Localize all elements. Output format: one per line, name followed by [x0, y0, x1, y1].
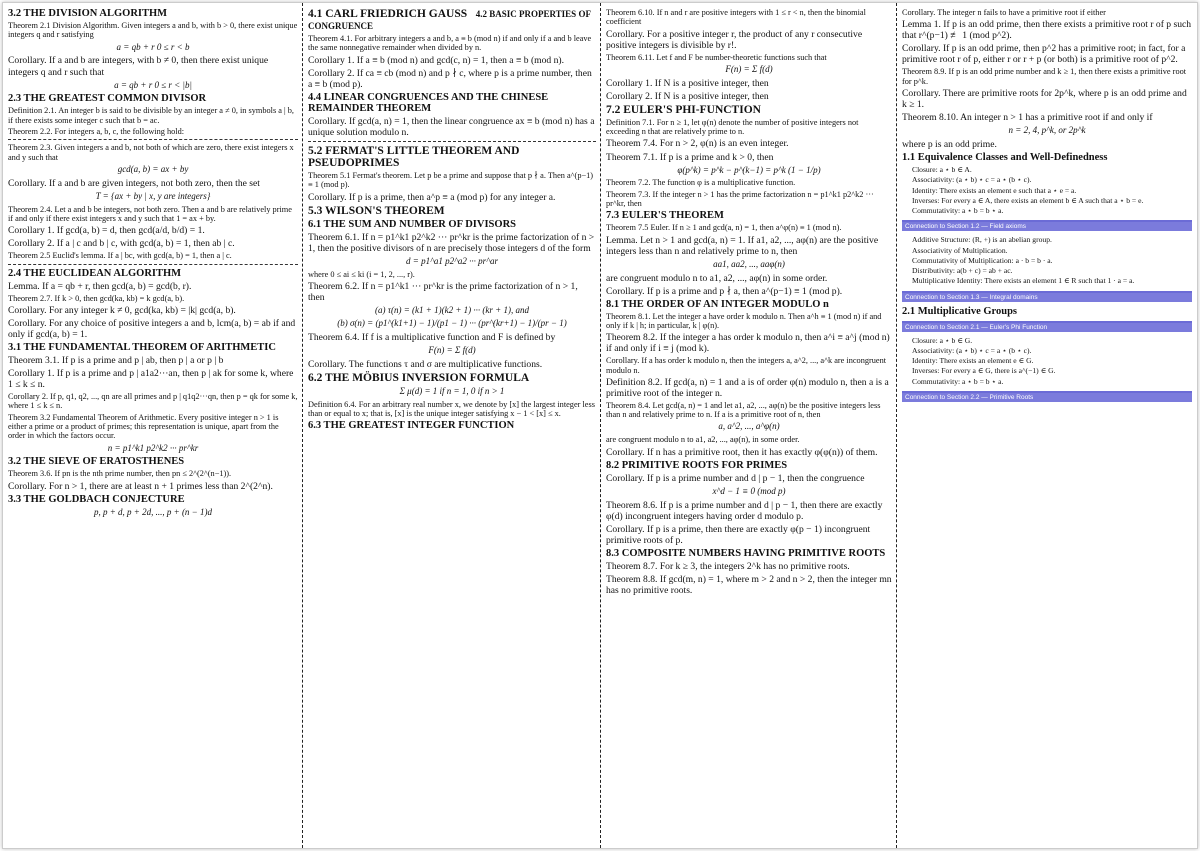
theorem: Theorem 8.7. For k ≥ 3, the integers 2^k has no primitive roots. — [606, 560, 850, 572]
ring-axiom-list — [912, 235, 1192, 286]
theorem: Theorem 8.1. Let the integer a have order k modulo n. Then a^h ≡ 1 (mod n) if and only if k | h; in particular, k | φ(n). — [606, 311, 882, 330]
list-item: Multiplicative Identity: There exists an element 1 ∈ R such that 1 · a = a. — [912, 276, 1135, 286]
corollary: Corollary. If p is a prime, then a^p ≡ a (mod p) for any integer a. — [308, 191, 556, 203]
corollary: Corollary. For n > 1, there are at least n + 1 primes less than 2^(2^n). — [8, 480, 273, 492]
equation: (a) τ(n) = (k1 + 1)(k2 + 1) ··· (kr + 1), and — [375, 304, 529, 315]
corollary: Corollary. For any integer k ≠ 0, gcd(ka, kb) = |k| gcd(a, b). — [8, 304, 236, 316]
section-heading: 3.3 THE GOLDBACH CONJECTURE — [8, 493, 185, 505]
cheat-sheet-page — [2, 2, 1198, 849]
section-heading: 5.2 FERMAT'S LITTLE THEOREM AND PSEUDOPRIMES — [308, 144, 520, 169]
section-heading: 3.2 THE SIEVE OF ERATOSTHENES — [8, 456, 185, 468]
theorem: Theorem 7.1. If p is a prime and k > 0, then — [606, 151, 774, 163]
section-heading: 8.3 COMPOSITE NUMBERS HAVING PRIMITIVE ROOTS — [606, 547, 886, 559]
list-item: Identity: There exists an element e such that a ⋆ e = a. — [912, 185, 1077, 195]
theorem: Theorem 8.8. If gcd(m, n) = 1, where m > 2 and n > 2, then the integer mn has no primitive roots. — [606, 573, 892, 596]
text: are congruent modulo n to a1, a2, ..., aφ(n) in some order. — [606, 272, 828, 284]
section-heading: 2.3 THE GREATEST COMMON DIVISOR — [8, 93, 207, 105]
text: where p is an odd prime. — [902, 138, 997, 150]
callout-header: Connection to Section 2.2 — Primitive Roots — [902, 393, 1192, 402]
section-heading: 3.1 THE FUNDAMENTAL THEOREM OF ARITHMETIC — [8, 341, 276, 353]
equation: n = p1^k1 p2^k2 ··· pr^kr — [107, 442, 199, 453]
corollary: Corollary. If gcd(a, n) = 1, then the linear congruence ax ≡ b (mod n) has a unique solution modulo n. — [308, 115, 595, 138]
theorem: Theorem 7.3. If the integer n > 1 has the prime factorization n = p1^k1 p2^k2 ··· pr^kr, then — [606, 189, 874, 208]
theorem: Theorem 8.6. If p is a prime number and d | p − 1, then there are exactly φ(d) incongruent integers having order d modulo p. — [606, 499, 883, 522]
callout-box — [902, 291, 1192, 302]
corollary: Corollary 1. If gcd(a, b) = d, then gcd(a/d, b/d) = 1. — [8, 225, 205, 237]
corollary: Corollary. There are primitive roots for 2p^k, where p is an odd prime and k ≥ 1. — [902, 87, 1187, 110]
section-heading: 3.2 THE DIVISION ALGORITHM — [8, 8, 168, 19]
theorem: Theorem 2.3. Given integers a and b, not both of which are zero, there exist integers x and y such that — [8, 143, 294, 162]
theorem: Theorem 6.11. Let f and F be number-theoretic functions such that — [606, 52, 827, 62]
list-item: Associativity: (a ⋆ b) ⋆ c = a ⋆ (b ⋆ c). — [912, 175, 1032, 185]
definition: Definition 8.2. If gcd(a, n) = 1 and a is of order φ(n) modulo n, then a is a primitive root of the integer n. — [606, 376, 889, 399]
list-item: Distributivity: a(b + c) = ab + ac. — [912, 266, 1013, 275]
section-heading: 1.1 Equivalence Classes and Well-Definedness — [902, 151, 1108, 163]
equation: Σ μ(d) = 1 if n = 1, 0 if n > 1 — [399, 385, 505, 396]
corollary: Corollary 2. If N is a positive integer, then — [606, 90, 769, 102]
theorem: Theorem 3.1. If p is a prime and p | ab, then p | a or p | b — [8, 355, 224, 366]
section-heading: 8.1 THE ORDER OF AN INTEGER MODULO n — [606, 298, 829, 310]
corollary: Corollary 2. If ca ≡ cb (mod n) and p ∤ c, where p is a prime number, then a ≡ b (mod p). — [308, 67, 592, 90]
theorem: Theorem 6.1. If n = p1^k1 p2^k2 ··· pr^kr is the prime factorization of n > 1, then the positive divisors of n are precisely those integers d of the form — [308, 231, 595, 254]
group-axiom-list — [912, 165, 1192, 216]
theorem: Theorem 2.1 Division Algorithm. Given integers a and b, with b > 0, there exist unique integers q and r satisfying — [8, 21, 298, 40]
definition: Definition 6.4. For an arbitrary real number x, we denote by [x] the largest integer less than or equal to x; that is, [x] is the unique integer satisfying x − 1 < [x] ≤ x. — [308, 399, 595, 418]
section-title: 4.1 CARL FRIEDRICH GAUSS — [308, 8, 468, 20]
corollary: Corollary. If p is an odd prime, then p^2 has a primitive root; in fact, for a primitive root r of p, either r or r + p (or both) is a primitive root of p^2. — [902, 43, 1186, 66]
column-2 — [303, 3, 601, 848]
list-item: Additive Structure: (R, +) is an abelian group. — [912, 235, 1052, 245]
section-heading: 6.1 THE SUM AND NUMBER OF DIVISORS — [308, 218, 516, 230]
theorem: Theorem 4.1. For arbitrary integers a and b, a ≡ b (mod n) if and only if a and b leave the same nonnegative remainder when divided by n. — [308, 34, 592, 53]
section-heading: 2.4 THE EUCLIDEAN ALGORITHM — [8, 267, 182, 279]
equation: a = qb + r 0 ≤ r < b — [116, 41, 190, 52]
theorem: Theorem 2.2. For integers a, b, c, the following hold: — [8, 127, 185, 136]
corollary: Corollary 1. If a ≡ b (mod n) and gcd(c, n) = 1, then a ≡ b (mod n). — [308, 54, 565, 66]
corollary: Corollary. If a and b are integers, with b ≠ 0, then there exist unique integers q and r such that — [8, 55, 269, 78]
list-item: Inverses: For every a ∈ A, there exists an element b ∈ A such that a ⋆ b = e. — [912, 195, 1144, 205]
callout-box — [902, 220, 1192, 231]
theorem: Theorem 2.7. If k > 0, then gcd(ka, kb) = k gcd(a, b). — [8, 293, 185, 303]
theorem: Theorem 7.5 Euler. If n ≥ 1 and gcd(a, n) = 1, then a^φ(n) ≡ 1 (mod n). — [606, 223, 842, 233]
corollary: Corollary 2. If a | c and b | c, with gcd(a, b) = 1, then ab | c. — [8, 238, 235, 250]
corollary: Corollary. If a has order k modulo n, then the integers a, a^2, ..., a^k are incongruent modulo n. — [606, 356, 887, 375]
section-heading: 8.2 PRIMITIVE ROOTS FOR PRIMES — [606, 459, 788, 471]
equation: p, p + d, p + 2d, ..., p + (n − 1)d — [93, 506, 213, 517]
multiplicative-group-list — [912, 336, 1192, 387]
definition: Definition 7.1. For n ≥ 1, let φ(n) denote the number of positive integers not exceeding n that are relatively prime to n. — [606, 117, 859, 137]
theorem: Theorem 8.4. Let gcd(a, n) = 1 and let a1, a2, ..., aφ(n) be the positive integers less than n and relatively prime to n. If a is a primitive root of n, then — [606, 400, 881, 420]
section-heading: 6.3 THE GREATEST INTEGER FUNCTION — [308, 420, 515, 432]
theorem: Theorem 6.10. If n and r are positive integers with 1 ≤ r < n, then the binomial coefficient — [606, 8, 866, 27]
callout-header: Connection to Section 2.1 — Euler's Phi Function — [902, 323, 1192, 332]
column-4 — [897, 3, 1197, 848]
section-heading: 5.3 WILSON'S THEOREM — [308, 204, 445, 217]
corollary: Corollary. For a positive integer r, the product of any r consecutive positive integers is divisible by r!. — [606, 28, 863, 51]
callout-box — [902, 391, 1192, 402]
corollary: Corollary. For any choice of positive integers a and b, lcm(a, b) = ab if and only if gcd(a, b) = 1. — [8, 317, 296, 340]
section-heading: 7.2 EULER'S PHI-FUNCTION — [606, 103, 761, 116]
theorem: Theorem 6.4. If f is a multiplicative function and F is defined by — [308, 331, 556, 343]
text: where 0 ≤ ai ≤ ki (i = 1, 2, ..., r). — [308, 269, 415, 279]
divider — [308, 141, 596, 142]
list-item: Commutativity: a ⋆ b = b ⋆ a. — [912, 206, 1004, 215]
equation: F(n) = Σ f(d) — [725, 63, 773, 74]
divider — [8, 264, 298, 265]
theorem: Theorem 8.10. An integer n > 1 has a primitive root if and only if — [902, 112, 1153, 124]
callout-header: Connection to Section 1.2 — Field axioms — [902, 222, 1192, 231]
theorem: Theorem 3.6. If pn is the nth prime number, then pn ≤ 2^(2^(n−1)). — [8, 469, 232, 479]
equation: x^d − 1 ≡ 0 (mod p) — [712, 485, 786, 496]
list-item: Associativity: (a ⋆ b) ⋆ c = a ⋆ (b ⋆ c). — [912, 345, 1032, 355]
theorem: Theorem 3.2 Fundamental Theorem of Arithmetic. Every positive integer n > 1 is either a prime or a product of primes; this representation is unique, apart from the order in which the factors occur. — [8, 412, 279, 441]
list-item: Commutativity: a ⋆ b = b ⋆ a. — [912, 376, 1004, 386]
corollary: Corollary 1. If N is a positive integer, then — [606, 77, 769, 89]
theorem: Theorem 2.4. Let a and b be integers, not both zero. Then a and b are relatively prime if and only if there exist integers x and y such that 1 = ax + by. — [8, 204, 292, 223]
lemma: Lemma. If a = qb + r, then gcd(a, b) = gcd(b, r). — [8, 280, 192, 292]
callout-header: Connection to Section 1.3 — Integral domains — [902, 293, 1192, 302]
corollary: Corollary 1. If p is a prime and p | a1a2···an, then p | ak for some k, where 1 ≤ k ≤ n. — [8, 368, 294, 391]
section-heading: 2.1 Multiplicative Groups — [902, 305, 1018, 317]
equation: a, a^2, ..., a^φ(n) — [718, 421, 780, 432]
theorem: Theorem 7.2. The function φ is a multiplicative function. — [606, 178, 796, 188]
theorem: Theorem 2.5 Euclid's lemma. If a | bc, with gcd(a, b) = 1, then a | c. — [8, 251, 232, 261]
theorem: Theorem 8.2. If the integer a has order k modulo n, then a^i ≡ a^j (mod n) if and only if i ≡ j (mod k). — [606, 332, 890, 355]
equation: T = {ax + by | x, y are integers} — [95, 190, 211, 201]
equation: F(n) = Σ f(d) — [428, 344, 476, 355]
corollary: Corollary. If p is a prime and p ∤ a, then a^(p−1) ≡ 1 (mod p). — [606, 285, 843, 297]
corollary: Corollary. If p is a prime, then there are exactly φ(p − 1) incongruent primitive roots of p. — [606, 523, 871, 546]
lemma: Lemma. Let n > 1 and gcd(a, n) = 1. If a1, a2, ..., aφ(n) are the positive integers less than n and relatively prime to n, then — [606, 234, 879, 257]
corollary: Corollary. The functions τ and σ are multiplicative functions. — [308, 358, 543, 370]
list-item: Closure: a ⋆ b ∈ A. — [912, 165, 972, 174]
definition: Definition 2.1. An integer b is said to be divisible by an integer a ≠ 0, in symbols a | b, if there exists some integer c such that b = ac. — [8, 106, 294, 125]
section-subtitle: 4.2 BASIC PROPERTIES OF CONGRUENCE — [308, 9, 591, 32]
theorem: Theorem 5.1 Fermat's theorem. Let p be a prime and suppose that p ∤ a. Then a^(p−1) ≡ 1 (mod p). — [308, 171, 594, 190]
list-item: Commutativity of Multiplication: a · b = b · a. — [912, 255, 1053, 265]
section-heading: 4.4 LINEAR CONGRUENCES AND THE CHINESE REMAINDER THEOREM — [308, 91, 549, 114]
section-heading: 6.2 THE MÖBIUS INVERSION FORMULA — [308, 371, 530, 384]
list-item: Identity: There exists an element e ∈ G. — [912, 356, 1034, 366]
equation: φ(p^k) = p^k − p^(k−1) = p^k (1 − 1/p) — [677, 164, 821, 175]
list-item: Closure: a ⋆ b ∈ G. — [912, 335, 973, 345]
list-item: Associativity of Multiplication. — [912, 245, 1008, 255]
corollary: Corollary. If a and b are given integers, not both zero, then the set — [8, 177, 260, 189]
equation: n = 2, 4, p^k, or 2p^k — [1008, 125, 1086, 136]
equation: aa1, aa2, ..., aaφ(n) — [713, 258, 785, 269]
corollary: Corollary. If n has a primitive root, then it has exactly φ(φ(n)) of them. — [606, 446, 878, 458]
column-3 — [601, 3, 897, 848]
equation: a = qb + r 0 ≤ r < |b| — [114, 79, 192, 90]
corollary: Corollary. The integer n fails to have a primitive root if either — [902, 8, 1106, 17]
section-heading: 7.3 EULER'S THEOREM — [606, 210, 724, 222]
corollary: Corollary 2. If p, q1, q2, ..., qn are all primes and p | q1q2···qn, then p = qk for some k, where 1 ≤ k ≤ n. — [8, 392, 298, 411]
lemma: Lemma 1. If p is an odd prime, then there exists a primitive root r of p such that r^(p−1) ≢ 1 (mod p^2). — [902, 19, 1192, 42]
theorem: Theorem 7.4. For n > 2, φ(n) is an even integer. — [606, 138, 789, 150]
corollary: Corollary. If p is a prime number and d | p − 1, then the congruence — [606, 472, 865, 484]
section-heading — [308, 8, 596, 32]
column-1 — [3, 3, 303, 848]
theorem: Theorem 6.2. If n = p1^k1 ··· pr^kr is the prime factorization of n > 1, then — [308, 280, 578, 303]
list-item: Inverses: For every a ∈ G, there is a^(−1) ∈ G. — [912, 366, 1056, 376]
equation: (b) σ(n) = (p1^(k1+1) − 1)/(p1 − 1) ··· (pr^(kr+1) − 1)/(pr − 1) — [337, 317, 567, 328]
callout-box — [902, 321, 1192, 332]
divider — [8, 139, 298, 140]
equation: gcd(a, b) = ax + by — [117, 163, 189, 174]
theorem: Theorem 8.9. If p is an odd prime number and k ≥ 1, then there exists a primitive root for p^k. — [902, 67, 1187, 86]
equation: d = p1^a1 p2^a2 ··· pr^ar — [406, 255, 498, 266]
text: are congruent modulo n to a1, a2, ..., aφ(n), in some order. — [606, 435, 800, 445]
